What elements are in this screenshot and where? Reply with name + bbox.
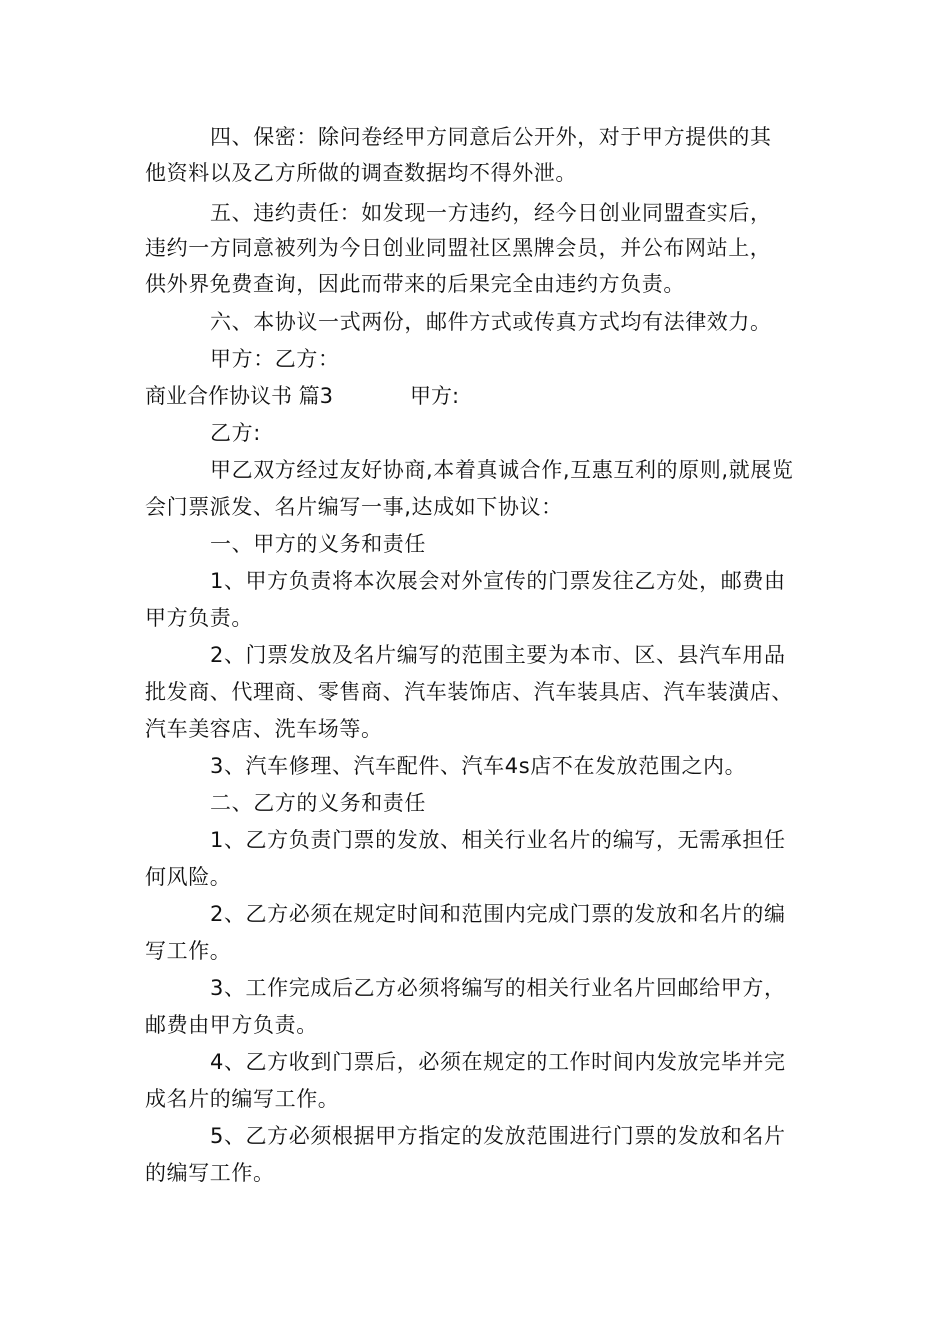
section-title: 商业合作协议书 篇3: [145, 384, 334, 408]
paragraph-line: 会门票派发、名片编写一事,达成如下协议：: [145, 495, 563, 519]
paragraph-line: 4、乙方收到门票后，必须在规定的工作时间内发放完毕并完: [210, 1050, 786, 1074]
paragraph-line: 5、乙方必须根据甲方指定的发放范围进行门票的发放和名片: [210, 1124, 786, 1148]
paragraph-line: 3、汽车修理、汽车配件、汽车4s店不在发放范围之内。: [210, 754, 747, 778]
paragraph-line: 2、乙方必须在规定时间和范围内完成门票的发放和名片的编: [210, 902, 786, 926]
signature-line: 甲方：乙方：: [210, 347, 340, 371]
paragraph-line: 写工作。: [145, 939, 232, 963]
section-heading-line: 一、甲方的义务和责任: [210, 532, 426, 556]
paragraph-line: 汽车美容店、洗车场等。: [145, 717, 383, 741]
paragraph-line: 3、工作完成后乙方必须将编写的相关行业名片回邮给甲方，: [210, 976, 786, 1000]
paragraph-line: 供外界免费查询，因此而带来的后果完全由违约方负责。: [145, 272, 685, 296]
paragraph-line: 六、本协议一式两份，邮件方式或传真方式均有法律效力。: [210, 310, 772, 334]
paragraph-line: 何风险。: [145, 865, 232, 889]
paragraph-line: 邮费由甲方负责。: [145, 1013, 318, 1037]
paragraph-line: 违约一方同意被列为今日创业同盟社区黑牌会员，并公布网站上，: [145, 236, 772, 260]
paragraph-line: 2、门票发放及名片编写的范围主要为本市、区、县汽车用品: [210, 643, 786, 667]
paragraph-line: 批发商、代理商、零售商、汽车装饰店、汽车装具店、汽车装潢店、: [145, 680, 793, 704]
paragraph-line: 他资料以及乙方所做的调查数据均不得外泄。: [145, 161, 577, 185]
paragraph-line: 甲方负责。: [145, 606, 253, 630]
paragraph-line: 五、违约责任：如发现一方违约，经今日创业同盟查实后，: [210, 201, 772, 225]
section-heading-line: 二、乙方的义务和责任: [210, 791, 426, 815]
party-b-label: 乙方:: [210, 421, 261, 445]
paragraph-line: 甲乙双方经过友好协商,本着真诚合作,互惠互利的原则,就展览: [210, 458, 794, 482]
paragraph-line: 四、保密：除问卷经甲方同意后公开外，对于甲方提供的其: [210, 125, 772, 149]
section-heading: [145, 382, 460, 410]
paragraph-line: 的编写工作。: [145, 1161, 275, 1185]
paragraph-line: 1、甲方负责将本次展会对外宣传的门票发往乙方处，邮费由: [210, 569, 786, 593]
paragraph-line: 成名片的编写工作。: [145, 1087, 340, 1111]
party-a-label: 甲方:: [410, 384, 460, 408]
paragraph-line: 1、乙方负责门票的发放、相关行业名片的编写，无需承担任: [210, 828, 786, 852]
